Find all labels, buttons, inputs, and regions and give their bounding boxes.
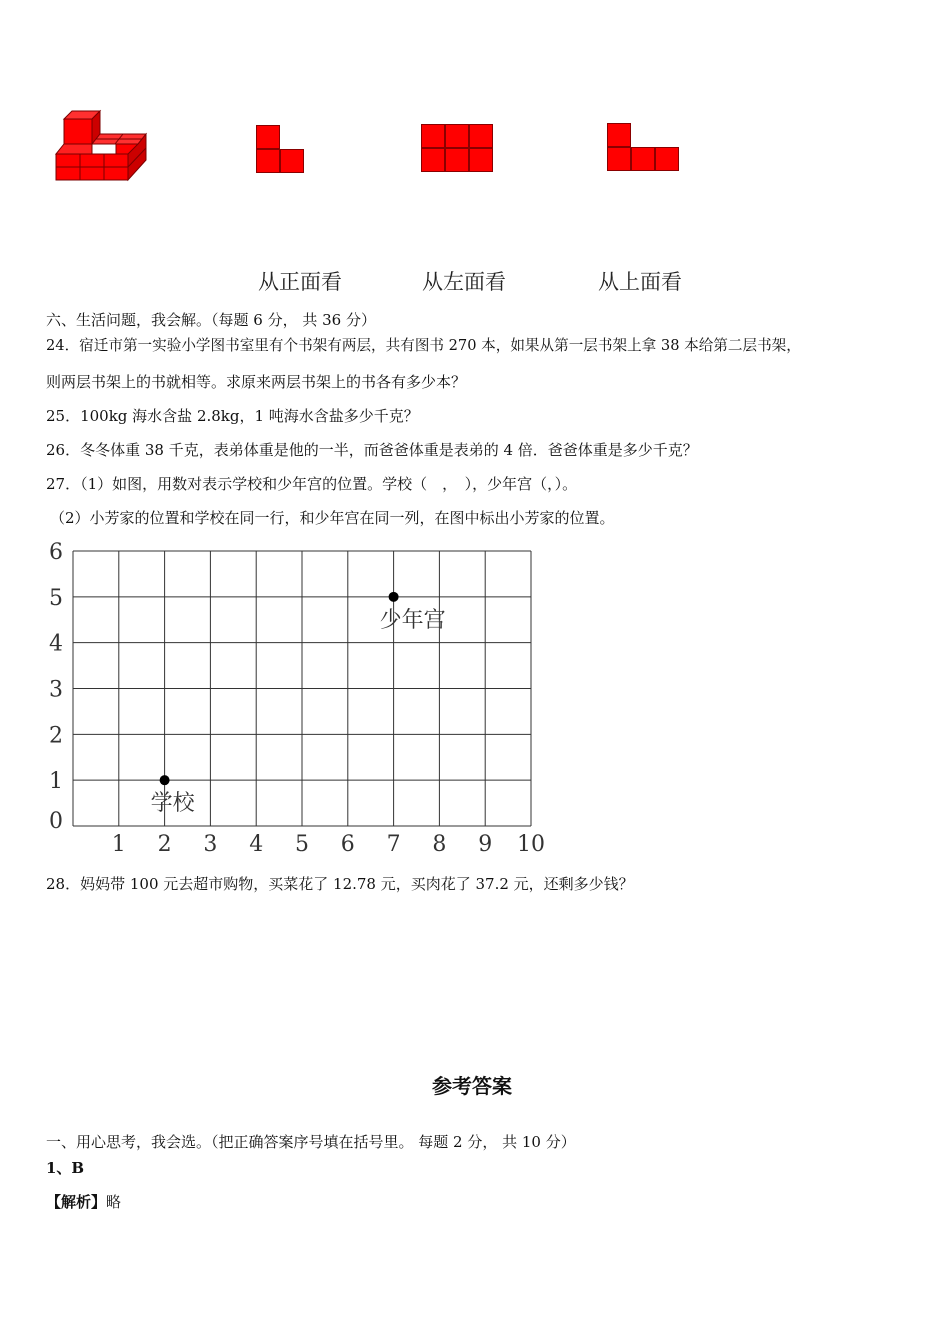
- analysis-line: [46, 1192, 121, 1212]
- left-view-cube: [469, 148, 493, 172]
- answers-section1-heading: 一、用心思考，我会选。（把正确答案序号填在括号里。 每题 2 分， 共 10 分）: [46, 1133, 576, 1151]
- question-27-part1: 27．（1）如图，用数对表示学校和少年宫的位置。学校（ ， ），少年宫（，）。: [46, 475, 578, 493]
- left-view-cube: [421, 124, 445, 148]
- analysis-text: 略: [106, 1193, 122, 1211]
- x-tick-label: 2: [157, 832, 172, 857]
- point-label: 学校: [150, 791, 195, 817]
- y-tick-label: 3: [49, 677, 63, 703]
- top-view-cube: [607, 147, 631, 171]
- x-tick-label: 9: [478, 832, 493, 857]
- front-view-cube: [256, 125, 280, 149]
- question-26: 26．冬冬体重 38 千克，表弟体重是他的一半，而爸爸体重是表弟的 4 倍．爸爸体重是多少千克？: [46, 441, 698, 459]
- x-tick-label: 5: [295, 832, 309, 857]
- y-tick-label: 2: [49, 723, 63, 749]
- x-tick-label: 6: [340, 832, 355, 857]
- cube-stack-figure: [52, 108, 152, 184]
- analysis-label: 【解析】: [46, 1193, 107, 1211]
- question-28: 28．妈妈带 100 元去超市购物，买菜花了 12.78 元，买肉花了 37.2 元，还剩多少钱？: [46, 875, 634, 893]
- left-view-cube: [445, 148, 469, 172]
- top-view-cube: [607, 123, 631, 147]
- left-view-cube: [421, 148, 445, 172]
- x-tick-label: 1: [111, 832, 126, 857]
- x-tick-label: 10: [517, 832, 545, 857]
- top-view-cube: [631, 147, 655, 171]
- answers-title: 参考答案: [432, 1074, 512, 1098]
- y-tick-label: 0: [49, 809, 63, 834]
- x-tick-label: 4: [249, 832, 264, 857]
- grid-point: [160, 775, 170, 785]
- coordinate-grid-chart: [40, 540, 550, 860]
- left-view-cube: [469, 124, 493, 148]
- front-view-label: 从正面看: [258, 270, 342, 294]
- left-view-cube: [445, 124, 469, 148]
- section6-heading: 六、生活问题，我会解。（每题 6 分， 共 36 分）: [46, 311, 376, 329]
- x-tick-label: 7: [386, 832, 401, 857]
- question-27-part2: （2）小芳家的位置和学校在同一行，和少年宫在同一列，在图中标出小芳家的位置。: [50, 509, 615, 527]
- y-tick-label: 4: [49, 631, 63, 657]
- x-tick-label: 3: [203, 832, 218, 857]
- top-view-cube: [655, 147, 679, 171]
- question-24-line2: 则两层书架上的书就相等。求原来两层书架上的书各有多少本？: [46, 373, 467, 391]
- question-25: 25．100kg 海水含盐 2.8kg，1 吨海水含盐多少千克？: [46, 407, 419, 425]
- left-view-label: 从左面看: [422, 270, 506, 294]
- answer-1: 1、B: [46, 1159, 85, 1177]
- point-label: 少年宫: [379, 607, 446, 633]
- x-tick-label: 8: [432, 832, 447, 857]
- y-tick-label: 1: [49, 769, 63, 795]
- grid-point: [389, 592, 399, 602]
- y-tick-label: 6: [49, 540, 63, 565]
- top-view-label: 从上面看: [598, 270, 682, 294]
- y-tick-label: 5: [49, 585, 63, 611]
- front-view-cube: [256, 149, 280, 173]
- front-view-cube: [280, 149, 304, 173]
- question-24-line1: 24．宿迁市第一实验小学图书室里有个书架有两层，共有图书 270 本，如果从第一层书架上拿 38 本给第二层书架，: [46, 337, 801, 354]
